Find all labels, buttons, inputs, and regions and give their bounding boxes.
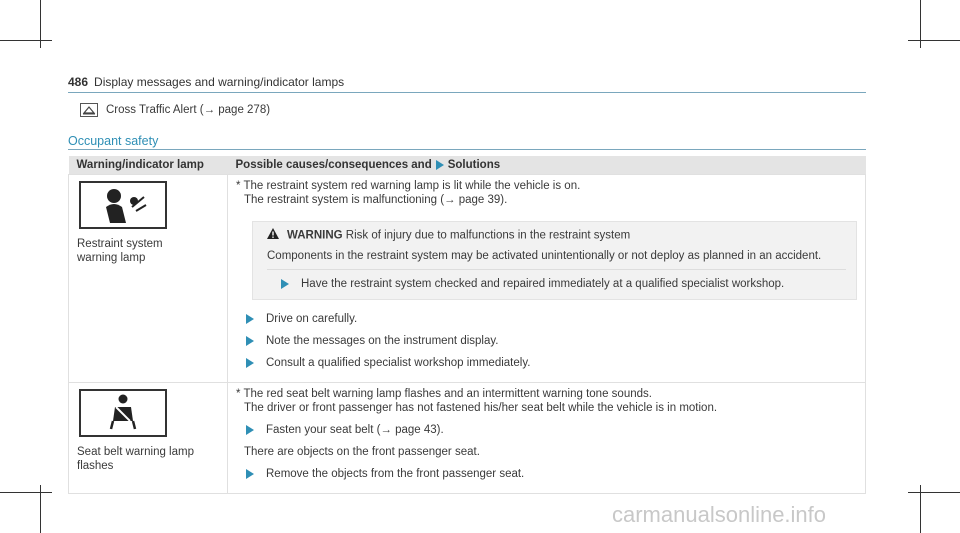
arrow-icon [281,279,289,289]
cause-text: * The red seat belt warning lamp flashes and an intermittent warning tone sounds. [236,388,652,400]
header-divider [68,92,866,93]
arrow-icon [246,358,254,368]
arrow-icon [246,314,254,324]
column-header-causes: Possible causes/consequences and Solutions [228,156,866,175]
cross-reference-text[interactable]: Cross Traffic Alert (→ page 278) [106,104,271,116]
lamp-label: Seat belt warning lamp flashes [77,446,194,472]
solution-step: Remove the objects from the front passenger seat. [246,467,857,481]
warning-body: Components in the restraint system may be activated unintentionally or not deploy as planned in an accident. [267,249,846,270]
warning-title: WARNING [287,229,343,242]
lamp-cell [69,383,228,494]
cause-text: The restraint system is malfunctioning (→ page 39). [244,194,508,206]
table-header-row [69,156,866,175]
causes-cell [228,175,866,383]
cause-text: * The restraint system red warning lamp is lit while the vehicle is on. [236,180,581,192]
seat-belt-icon [79,389,167,437]
cross-traffic-alert-icon [80,103,98,117]
section-divider [68,149,866,150]
crop-mark [908,40,960,41]
page-header-title: Display messages and warning/indicator lamps [94,75,345,89]
solution-step: Note the messages on the instrument display. [246,334,857,348]
crop-mark [908,492,960,493]
causes-cell [228,383,866,494]
column-header-lamp: Warning/indicator lamp [69,156,228,175]
page-number: 486 [68,75,89,89]
crop-mark [0,40,52,41]
section-title: Occupant safety [68,134,159,148]
warning-step: Have the restraint system checked and repaired immediately at a qualified specialist workshop. [267,277,846,291]
warning-triangle-icon [267,228,279,243]
arrow-icon [246,425,254,435]
lamp-cell [69,175,228,383]
solution-step: Drive on carefully. [246,312,857,326]
watermark: carmanualsonline.info [612,502,827,527]
table-row [69,175,866,383]
warning-box [252,221,857,300]
crop-mark [0,492,52,493]
cause-text: The driver or front passenger has not fastened his/her seat belt while the vehicle is in motion. [244,402,718,414]
restraint-system-icon [79,181,167,229]
arrow-icon [436,160,444,170]
cause-text: There are objects on the front passenger seat. [244,446,480,458]
arrow-icon [246,469,254,479]
lamp-label: Restraint system warning lamp [77,238,163,264]
cross-reference [80,103,270,117]
arrow-icon [246,336,254,346]
warning-lamp-table [68,156,866,494]
page-header [68,75,344,89]
solution-step: Consult a qualified specialist workshop immediately. [246,356,857,370]
table-row [69,383,866,494]
warning-text: Risk of injury due to malfunctions in the restraint system [342,229,631,242]
solution-step: Fasten your seat belt (→ page 43). [246,423,857,437]
